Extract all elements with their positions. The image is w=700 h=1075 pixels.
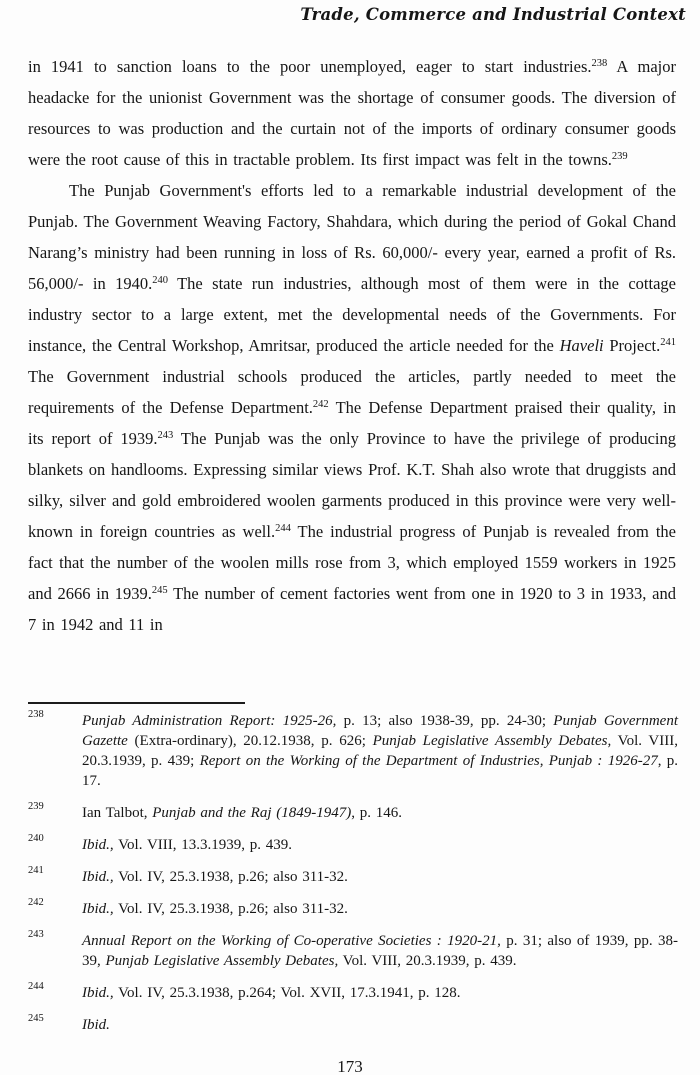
- footnote-item: 243 Annual Report on the Working of Co-operative Societies : 1920-21, p. 31; also of 1939, pp. 38-39, Punjab Legislative Assembly Debates, Vol. VIII, 20.3.1939, p. 439.: [28, 929, 678, 969]
- text-run: The number of cement factories went from one in 1920 to 3 in 1933, and 7 in 1942 and 11 in: [28, 584, 676, 634]
- text-run: (Extra-ordinary), 20.12.1938, p. 626;: [127, 733, 373, 749]
- text-run: The state run industries, although most of them were in the cottage industry sector to a large extent, met the developmental needs of the Governments. For instance, the Central Workshop, Amritsar, produced the article needed for the: [28, 274, 676, 355]
- text-run: , p. 17.: [82, 753, 679, 789]
- text-run: Ibid.,: [82, 901, 114, 917]
- text-run: Punjab Administration Report: 1925-26,: [82, 713, 337, 729]
- text-run: Annual Report on the Working of Co-operative Societies : 1920-21,: [82, 933, 501, 949]
- text-run: Vol. VIII, 13.3.1939, p. 439.: [113, 837, 293, 853]
- text-run: Report on the Working of the Department of Industries, Punjab : 1926-27: [199, 753, 658, 769]
- text-run: Vol. IV, 25.3.1938, p.264; Vol. XVII, 17.3.1941, p. 128.: [113, 985, 461, 1001]
- paragraph: [28, 51, 676, 175]
- footnote-item: 239 Ian Talbot, Punjab and the Raj (1849-1947), p. 146.: [28, 803, 678, 823]
- text-run: Punjab Government Gazette: [82, 713, 678, 749]
- paragraph: [28, 175, 676, 640]
- text-run: , p. 146.: [351, 805, 402, 821]
- footnote-item: 240 Ibid., Vol. VIII, 13.3.1939, p. 439.: [28, 835, 678, 855]
- text-run: Ian Talbot,: [82, 805, 153, 821]
- footnote-item: 245 Ibid.: [28, 1015, 678, 1035]
- body-text: [28, 51, 676, 640]
- footnote-ref: 238: [591, 58, 608, 69]
- text-run: Vol. VIII, 20.3.1939, p. 439;: [82, 733, 678, 769]
- text-run: Punjab and the Raj (1849-1947): [152, 805, 352, 821]
- footnote-text: [82, 983, 678, 1003]
- text-run: The Punjab Government's efforts led to a remarkable industrial development of the Punjab. The Government Weaving Factory, Shahdara, which during the period of Gokal Chand Narang’s ministry had been running in loss of Rs. 60,000/- every year, earned a profit of Rs. 56,000/- in 1940.: [28, 181, 676, 293]
- page-number: 173: [337, 1057, 363, 1075]
- footnote-ref: 245: [151, 585, 168, 596]
- footnote-text: [82, 835, 678, 855]
- footnote-ref: 239: [611, 151, 628, 162]
- footnote-item: 238 Punjab Administration Report: 1925-26, p. 13; also 1938-39, pp. 24-30; Punjab Government Gazette (Extra-ordinary), 20.12.1938, p. 626; Punjab Legislative Assembly Debates, Vol. VIII, 20.3.1939, p. 439; Report on the Working of the Department of Industries, Punjab : 1926-27, p. 17.: [28, 709, 679, 789]
- footnote-ref: 242: [312, 399, 329, 410]
- text-run: Ibid.,: [82, 837, 114, 853]
- footnote-ref: 241: [660, 337, 676, 348]
- footnote-ref: 244: [275, 523, 291, 534]
- text-run: p. 31; also of 1939, pp. 38-39,: [82, 933, 678, 969]
- text-run: The Punjab was the only Province to have the privilege of producing blankets on handlooms. Expressing similar views Prof. K.T. Shah also wrote that druggists and silky, silver and gold embroidered woolen garments produced in this province were very well-known in foreign countries as well.: [28, 429, 676, 541]
- footnote-text: [82, 1015, 678, 1035]
- footnote-text: [82, 867, 678, 887]
- text-run: Vol. IV, 25.3.1938, p.26; also 311-32.: [113, 869, 348, 885]
- text-run: Punjab Legislative Assembly Debates,: [105, 953, 339, 969]
- text-run: The Government industrial schools produced the articles, partly needed to meet the requirements of the Defense Department.: [28, 367, 676, 417]
- footnote-separator: [28, 702, 245, 704]
- footnote-text: [82, 803, 678, 823]
- running-header: [0, 5, 686, 25]
- text-run: in 1941 to sanction loans to the poor unemployed, eager to start industries.: [28, 57, 592, 76]
- footnote-text: [82, 711, 678, 791]
- text-run: Haveli: [559, 336, 604, 355]
- footnote-text: [82, 899, 678, 919]
- text-run: Ibid.,: [82, 869, 114, 885]
- text-run: A major headacke for the unionist Government was the shortage of consumer goods. The diversion of resources to was production and the curtain not of the imports of ordinary consumer goods were the root cause of this in tractable problem. Its first impact was felt in the towns.: [28, 57, 676, 169]
- text-run: Ibid.: [82, 1017, 110, 1033]
- text-run: Punjab Legislative Assembly Debates,: [372, 733, 612, 749]
- footnote-item: 241 Ibid., Vol. IV, 25.3.1938, p.26; also 311-32.: [28, 867, 678, 887]
- page-header-title: Trade, Commerce and Industrial Context: [300, 5, 686, 24]
- footnote-item: 242 Ibid., Vol. IV, 25.3.1938, p.26; also 311-32.: [28, 899, 678, 919]
- text-run: p. 13; also 1938-39, pp. 24-30;: [336, 713, 554, 729]
- footnote-text: [82, 931, 678, 971]
- footnotes-list: [28, 711, 678, 1047]
- text-run: Ibid.,: [82, 985, 114, 1001]
- text-run: Vol. IV, 25.3.1938, p.26; also 311-32.: [113, 901, 348, 917]
- footnote-item: 244 Ibid., Vol. IV, 25.3.1938, p.264; Vol. XVII, 17.3.1941, p. 128.: [28, 983, 678, 1003]
- text-run: The industrial progress of Punjab is revealed from the fact that the number of the woolen mills rose from 3, which employed 1559 workers in 1925 and 2666 in 1939.: [28, 522, 676, 603]
- footnote-ref: 240: [152, 275, 168, 286]
- text-run: The Defense Department praised their quality, in its report of 1939.: [28, 398, 676, 448]
- footnote-ref: 243: [157, 430, 174, 441]
- text-run: Vol. VIII, 20.3.1939, p. 439.: [338, 953, 517, 969]
- text-run: Project.: [603, 336, 661, 355]
- page-footer: [0, 1057, 700, 1075]
